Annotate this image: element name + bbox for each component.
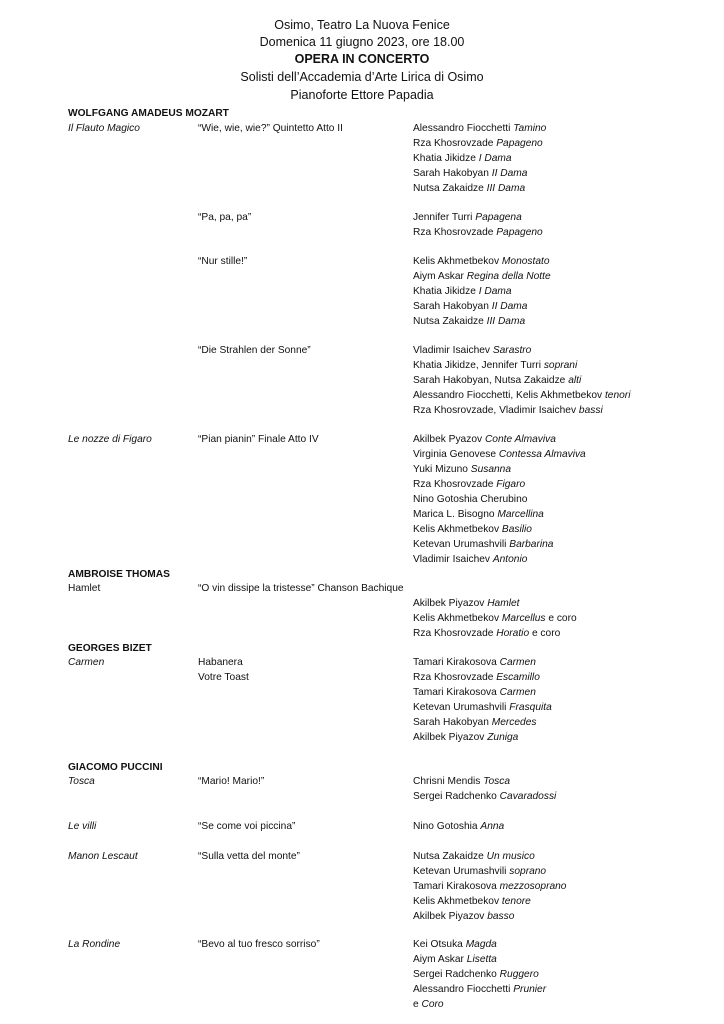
role-name: Mercedes bbox=[491, 717, 537, 728]
cast-line bbox=[413, 285, 512, 299]
role-name: Anna bbox=[480, 821, 505, 832]
singer-name: Rza Khosrovzade, Vladimir Isaichev bbox=[413, 405, 577, 416]
cast-line bbox=[413, 968, 539, 982]
cast-line bbox=[413, 270, 551, 284]
singer-name: Akilbek Piyazov bbox=[413, 598, 485, 609]
cast-line bbox=[413, 731, 518, 745]
cast-line bbox=[413, 895, 531, 909]
singer-name: Akilbek Piyazov bbox=[413, 911, 485, 922]
cast-line bbox=[413, 538, 553, 552]
role-name: Escamillo bbox=[496, 672, 540, 683]
singer-name: Nutsa Zakaidze bbox=[413, 316, 484, 327]
cast-line bbox=[413, 167, 527, 181]
singer-name: Aiym Askar bbox=[413, 271, 464, 282]
opera-title: Hamlet bbox=[68, 583, 101, 594]
singer-name: Nino Gotoshia bbox=[413, 821, 478, 832]
role-name: Tamino bbox=[513, 123, 547, 134]
opera-title: Le villi bbox=[68, 821, 97, 832]
piece-title: “Bevo al tuo fresco sorriso” bbox=[198, 939, 320, 950]
singer-name: Ketevan Urumashvili bbox=[413, 866, 507, 877]
singer-name: Sarah Hakobyan bbox=[413, 717, 489, 728]
cast-line bbox=[413, 775, 510, 789]
role-name: Ruggero bbox=[499, 969, 539, 980]
role-name: Carmen bbox=[499, 687, 536, 698]
singer-name: Aiym Askar bbox=[413, 954, 464, 965]
cast-line bbox=[413, 182, 525, 196]
piece-title: “Mario! Mario!” bbox=[198, 776, 265, 787]
cast-line bbox=[413, 983, 546, 997]
cast-line bbox=[413, 612, 577, 626]
role-name: Magda bbox=[465, 939, 497, 950]
singer-name: Rza Khosrovzade bbox=[413, 672, 494, 683]
role-name: Marcellus bbox=[501, 613, 546, 624]
role-name: III Dama bbox=[486, 316, 526, 327]
role-name: soprani bbox=[543, 360, 578, 371]
role-name: Coro bbox=[421, 999, 444, 1010]
piece-title: “Pian pianin” Finale Atto IV bbox=[198, 434, 319, 445]
concert-title: OPERA IN CONCERTO bbox=[294, 52, 430, 66]
pianist-line: Pianoforte Ettore Papadia bbox=[290, 88, 434, 102]
cast-line bbox=[413, 300, 527, 314]
opera-title: La Rondine bbox=[68, 939, 121, 950]
singer-name: Kelis Akhmetbekov bbox=[413, 613, 500, 624]
cast-line bbox=[413, 152, 512, 166]
role-name: Barbarina bbox=[509, 539, 554, 550]
role-name: Regina della Notte bbox=[466, 271, 551, 282]
role-suffix: e coro bbox=[529, 628, 561, 639]
cast-line bbox=[413, 850, 535, 864]
piece-title: “Sulla vetta del monte” bbox=[198, 851, 300, 862]
singer-name: Jennifer Turri bbox=[413, 212, 473, 223]
cast-line bbox=[413, 448, 586, 462]
cast-line bbox=[413, 686, 536, 700]
singer-name: Vladimir Isaichev bbox=[413, 345, 490, 356]
cast-line bbox=[413, 463, 511, 477]
role-name: Papageno bbox=[496, 138, 543, 149]
cast-line bbox=[413, 211, 522, 225]
cast-line bbox=[413, 820, 504, 834]
cast-line bbox=[413, 671, 540, 685]
cast-line bbox=[413, 910, 514, 924]
cast-line bbox=[413, 478, 525, 492]
cast-line bbox=[413, 627, 560, 641]
opera-title: Tosca bbox=[68, 776, 95, 787]
opera-title: Carmen bbox=[68, 657, 105, 668]
singer-name: Virginia Genovese bbox=[413, 449, 497, 460]
singer-name: Sergei Radchenko bbox=[413, 791, 497, 802]
role-name: Antonio bbox=[492, 554, 528, 565]
role-name: mezzosoprano bbox=[499, 881, 567, 892]
piece-title: “Die Strahlen der Sonne” bbox=[198, 345, 311, 356]
cast-line bbox=[413, 701, 552, 715]
singer-name: Chrisni Mendis bbox=[413, 776, 481, 787]
role-name: Cavaradossi bbox=[499, 791, 557, 802]
piece-title: Votre Toast bbox=[198, 672, 249, 683]
cast-line bbox=[413, 865, 546, 879]
role-name: Susanna bbox=[470, 464, 511, 475]
singer-name: e bbox=[413, 999, 419, 1010]
singer-name: Nutsa Zakaidze bbox=[413, 851, 484, 862]
singer-name: Rza Khosrovzade bbox=[413, 227, 494, 238]
piece-title: Habanera bbox=[198, 657, 243, 668]
cast-line bbox=[413, 433, 556, 447]
singer-name: Akilbek Pyazov bbox=[413, 434, 483, 445]
singer-name: Tamari Kirakosova bbox=[413, 687, 497, 698]
singer-name: Tamari Kirakosova bbox=[413, 881, 497, 892]
cast-line bbox=[413, 389, 630, 403]
role-name: Monostato bbox=[501, 256, 550, 267]
role-name: alti bbox=[568, 375, 582, 386]
piece-title: “Se come voi piccina” bbox=[198, 821, 296, 832]
date-line: Domenica 11 giugno 2023, ore 18.00 bbox=[259, 35, 465, 49]
role-name: I Dama bbox=[478, 153, 512, 164]
composer-heading: GEORGES BIZET bbox=[68, 643, 152, 654]
role-name: Un musico bbox=[486, 851, 535, 862]
singer-name: Khatia Jikidze bbox=[413, 153, 476, 164]
role-name: II Dama bbox=[491, 301, 528, 312]
singer-name: Nino Gotoshia Cherubino bbox=[413, 494, 528, 505]
singer-name: Ketevan Urumashvili bbox=[413, 702, 507, 713]
singer-name: Khatia Jikidze bbox=[413, 286, 479, 297]
soloists-line: Solisti dell’Accademia d’Arte Lirica di Osimo bbox=[240, 70, 484, 84]
cast-line bbox=[413, 880, 566, 894]
cast-line bbox=[413, 716, 536, 730]
venue-line: Osimo, Teatro La Nuova Fenice bbox=[274, 18, 450, 32]
role-name: bassi bbox=[578, 405, 603, 416]
opera-title: Manon Lescaut bbox=[68, 851, 138, 862]
role-name: Sarastro bbox=[492, 345, 532, 356]
role-name: I Dama bbox=[478, 286, 512, 297]
piece-title: “Nur stille!” bbox=[198, 256, 248, 267]
piece-title: “Pa, pa, pa” bbox=[198, 212, 252, 223]
cast-line bbox=[413, 597, 519, 611]
singer-name: Rza Khosrovzade bbox=[413, 138, 494, 149]
cast-line bbox=[413, 315, 525, 329]
singer-name: Sarah Hakobyan bbox=[413, 168, 489, 179]
singer-name: Yuki Mizuno bbox=[413, 464, 468, 475]
cast-line bbox=[413, 953, 497, 967]
role-suffix: e coro bbox=[545, 613, 577, 624]
role-name: Zuniga bbox=[487, 732, 519, 743]
role-name: Contessa Almaviva bbox=[498, 449, 586, 460]
cast-line bbox=[413, 374, 581, 388]
cast-line bbox=[413, 344, 531, 358]
cast-line bbox=[413, 122, 546, 136]
singer-name: Alessandro Fiocchetti bbox=[413, 984, 511, 995]
role-name: Figaro bbox=[496, 479, 526, 490]
cast-line bbox=[413, 523, 532, 537]
role-name: Basilio bbox=[501, 524, 532, 535]
role-name: tenore bbox=[501, 896, 531, 907]
composer-heading: AMBROISE THOMAS bbox=[68, 569, 170, 580]
role-name: Papagena bbox=[475, 212, 522, 223]
composer-heading: GIACOMO PUCCINI bbox=[68, 762, 163, 773]
role-name: Prunier bbox=[513, 984, 547, 995]
role-name: soprano bbox=[509, 866, 547, 877]
singer-name: Sarah Hakobyan bbox=[413, 301, 489, 312]
singer-name: Nutsa Zakaidze bbox=[413, 183, 484, 194]
role-name: Papageno bbox=[496, 227, 543, 238]
opera-title: Le nozze di Figaro bbox=[68, 434, 152, 445]
cast-line bbox=[413, 938, 497, 952]
role-name: II Dama bbox=[491, 168, 528, 179]
cast-line bbox=[413, 998, 444, 1012]
singer-name: Kei Otsuka bbox=[413, 939, 463, 950]
cast-line bbox=[413, 493, 527, 507]
piece-title: “Wie, wie, wie?” Quintetto Atto II bbox=[198, 123, 343, 134]
role-name: basso bbox=[487, 911, 515, 922]
singer-name: Vladimir Isaichev bbox=[413, 554, 490, 565]
singer-name: Kelis Akhmetbekov bbox=[413, 896, 500, 907]
singer-name: Khatia Jikidze, Jennifer Turri bbox=[413, 360, 541, 371]
cast-line bbox=[413, 137, 543, 151]
cast-line bbox=[413, 553, 527, 567]
cast-line bbox=[413, 226, 543, 240]
cast-line bbox=[413, 359, 577, 373]
role-name: Frasquita bbox=[509, 702, 552, 713]
singer-name: Ketevan Urumashvili bbox=[413, 539, 507, 550]
cast-line bbox=[413, 255, 550, 269]
role-name: Horatio bbox=[496, 628, 530, 639]
singer-name: Sarah Hakobyan, Nutsa Zakaidze bbox=[413, 375, 566, 386]
singer-name: Rza Khosrovzade bbox=[413, 628, 494, 639]
role-name: Marcellina bbox=[497, 509, 544, 520]
role-name: III Dama bbox=[486, 183, 526, 194]
role-name: Lisetta bbox=[466, 954, 497, 965]
cast-line bbox=[413, 404, 603, 418]
singer-name: Alessandro Fiocchetti bbox=[413, 123, 511, 134]
role-name: Carmen bbox=[499, 657, 536, 668]
role-name: Tosca bbox=[483, 776, 511, 787]
cast-line bbox=[413, 790, 556, 804]
role-name: tenori bbox=[604, 390, 631, 401]
singer-name: Kelis Akhmetbekov bbox=[413, 256, 500, 267]
singer-name: Akilbek Piyazov bbox=[413, 732, 485, 743]
singer-name: Marica L. Bisogno bbox=[413, 509, 495, 520]
piece-title: “O vin dissipe la tristesse” Chanson Bachique bbox=[198, 583, 404, 594]
singer-name: Kelis Akhmetbekov bbox=[413, 524, 500, 535]
singer-name: Sergei Radchenko bbox=[413, 969, 497, 980]
opera-title: Il Flauto Magico bbox=[68, 123, 140, 134]
cast-line bbox=[413, 656, 536, 670]
singer-name: Rza Khosrovzade bbox=[413, 479, 494, 490]
singer-name: Alessandro Fiocchetti, Kelis Akhmetbekov bbox=[413, 390, 603, 401]
role-name: Hamlet bbox=[487, 598, 520, 609]
composer-heading: WOLFGANG AMADEUS MOZART bbox=[68, 108, 229, 119]
role-name: Conte Almaviva bbox=[484, 434, 556, 445]
cast-line bbox=[413, 508, 544, 522]
singer-name: Tamari Kirakosova bbox=[413, 657, 497, 668]
